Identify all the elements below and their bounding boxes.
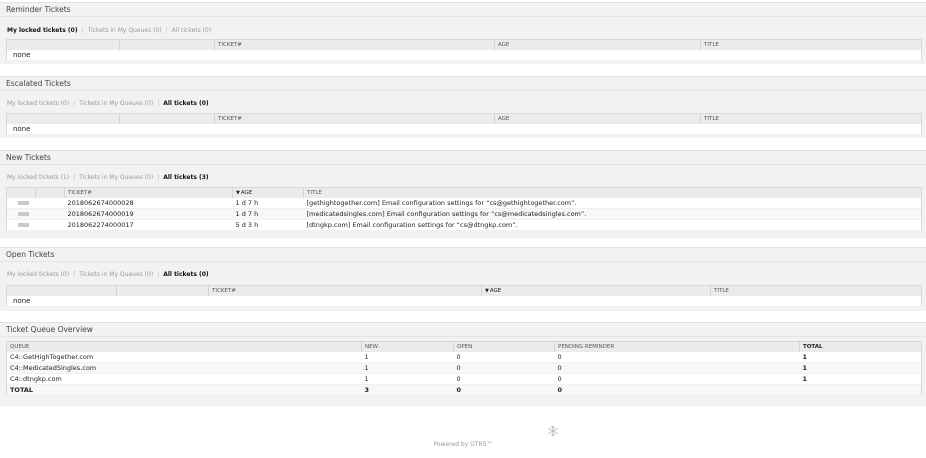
tab-my-locked[interactable]: My locked tickets (0) — [7, 271, 70, 278]
column-header-ticket[interactable]: TICKET# — [65, 188, 233, 198]
table-row — [7, 352, 922, 363]
widget-title[interactable]: Reminder Tickets — [0, 3, 926, 17]
tab-separator: | — [73, 100, 76, 107]
priority-cell — [7, 209, 36, 220]
column-header-age-label: AGE — [489, 287, 502, 294]
column-header-ticket[interactable]: TICKET# — [215, 114, 495, 124]
tab-my-queues[interactable]: Tickets in My Queues (0) — [79, 271, 154, 278]
empty-message: none — [7, 124, 922, 135]
column-header — [117, 286, 209, 296]
column-header-age-label: AGE — [240, 189, 253, 196]
table-row[interactable] — [7, 209, 922, 220]
ticket-title[interactable]: [medicatedsingles.com] Email configuration settings for “cs@medicatedsingles.com”. — [304, 209, 922, 220]
ticket-number[interactable]: 2018062674000019 — [65, 209, 233, 220]
queue-new-count[interactable]: 1 — [362, 363, 454, 374]
ticket-number[interactable]: 2018062274000017 — [65, 220, 233, 231]
column-header-pending-reminder: PENDING REMINDER — [555, 342, 800, 352]
reminder-tickets-widget — [0, 2, 926, 64]
column-header — [7, 40, 120, 50]
table-row — [7, 374, 922, 385]
tab-separator: | — [165, 27, 168, 34]
tab-separator: | — [81, 27, 84, 34]
column-header-open: OPEN — [454, 342, 555, 352]
totals-pending[interactable]: 0 — [555, 385, 800, 396]
ticket-age: 1 d 7 h — [233, 209, 304, 220]
ticket-age: 5 d 3 h — [233, 220, 304, 231]
otrs-snowflake-icon[interactable] — [547, 425, 559, 437]
column-header-ticket[interactable]: TICKET# — [215, 40, 495, 50]
open-tickets-widget — [0, 247, 926, 311]
queue-overview-widget — [0, 322, 926, 406]
ticket-table — [6, 113, 922, 135]
widget-title[interactable]: Open Tickets — [0, 248, 926, 262]
powered-by-link[interactable]: Powered by OTRS™ — [433, 441, 493, 448]
tab-all-tickets[interactable]: All tickets (3) — [163, 174, 209, 181]
queue-open-count[interactable]: 0 — [454, 363, 555, 374]
column-header-age[interactable] — [233, 188, 304, 198]
column-header-title[interactable]: TITLE — [304, 188, 922, 198]
tab-separator: | — [73, 271, 76, 278]
empty-message: none — [7, 296, 922, 307]
ticket-title[interactable]: [gethightogether.com] Email configuration settings for “cs@gethightogether.com”. — [304, 198, 922, 209]
filter-tabs — [7, 98, 209, 109]
column-header-title[interactable]: TITLE — [701, 114, 922, 124]
tab-separator: | — [157, 271, 160, 278]
queue-total-count[interactable]: 1 — [800, 363, 922, 374]
ticket-table — [6, 187, 922, 231]
queue-total-count[interactable]: 1 — [800, 374, 922, 385]
column-header — [120, 114, 215, 124]
ticket-number[interactable]: 2018062674000028 — [65, 198, 233, 209]
queue-link[interactable]: C4::dtngkp.com — [7, 374, 362, 385]
tab-my-locked[interactable]: My locked tickets (0) — [7, 27, 78, 34]
blank-cell — [36, 220, 65, 231]
tab-my-locked[interactable]: My locked tickets (0) — [7, 100, 70, 107]
queue-total-count[interactable]: 1 — [800, 352, 922, 363]
filter-tabs — [7, 269, 209, 280]
escalated-tickets-widget — [0, 76, 926, 138]
column-header-new: NEW — [362, 342, 454, 352]
priority-bar-icon — [18, 212, 29, 216]
column-header-age[interactable]: AGE — [495, 114, 701, 124]
table-row[interactable] — [7, 198, 922, 209]
priority-bar-icon — [18, 201, 29, 205]
queue-table — [6, 341, 922, 396]
sort-down-icon: ▼ — [485, 287, 489, 294]
column-header-total: TOTAL — [800, 342, 922, 352]
ticket-age: 1 d 7 h — [233, 198, 304, 209]
column-header — [120, 40, 215, 50]
column-header-title[interactable]: TITLE — [711, 286, 922, 296]
column-header-age[interactable] — [482, 286, 711, 296]
queue-link[interactable]: C4::MedicatedSingles.com — [7, 363, 362, 374]
tab-all-tickets[interactable]: All tickets (0) — [171, 27, 212, 34]
totals-total — [800, 385, 922, 396]
tab-my-locked[interactable]: My locked tickets (1) — [7, 174, 70, 181]
column-header — [7, 286, 117, 296]
column-header — [7, 114, 120, 124]
column-header-ticket[interactable]: TICKET# — [209, 286, 482, 296]
filter-tabs — [7, 172, 209, 183]
tab-my-queues[interactable]: Tickets in My Queues (0) — [79, 100, 154, 107]
column-header-priority — [7, 188, 36, 198]
blank-cell — [36, 198, 65, 209]
new-tickets-widget — [0, 150, 926, 238]
tab-all-tickets[interactable]: All tickets (0) — [163, 271, 209, 278]
queue-open-count[interactable]: 0 — [454, 352, 555, 363]
queue-open-count[interactable]: 0 — [454, 374, 555, 385]
powered-by-footer — [0, 441, 926, 448]
empty-message: none — [7, 50, 922, 61]
table-row — [7, 363, 922, 374]
filter-tabs — [7, 25, 211, 36]
queue-pending-count[interactable]: 0 — [555, 374, 800, 385]
queue-new-count[interactable]: 1 — [362, 374, 454, 385]
column-header-title[interactable]: TITLE — [701, 40, 922, 50]
totals-open[interactable]: 0 — [454, 385, 555, 396]
queue-new-count[interactable]: 1 — [362, 352, 454, 363]
tab-my-queues[interactable]: Tickets in My Queues (0) — [79, 174, 154, 181]
widget-title[interactable]: New Tickets — [0, 151, 926, 165]
totals-new[interactable]: 3 — [362, 385, 454, 396]
column-header-queue: QUEUE — [7, 342, 362, 352]
ticket-title[interactable]: [dtngkp.com] Email configuration settings for “cs@dtngkp.com”. — [304, 220, 922, 231]
totals-label: TOTAL — [7, 385, 362, 396]
queue-pending-count[interactable]: 0 — [555, 352, 800, 363]
priority-cell — [7, 198, 36, 209]
widget-title[interactable]: Escalated Tickets — [0, 77, 926, 91]
tab-separator: | — [73, 174, 76, 181]
blank-cell — [36, 209, 65, 220]
table-row[interactable] — [7, 220, 922, 231]
priority-cell — [7, 220, 36, 231]
tab-all-tickets[interactable]: All tickets (0) — [163, 100, 209, 107]
queue-link[interactable]: C4::GetHighTogether.com — [7, 352, 362, 363]
queue-pending-count[interactable]: 0 — [555, 363, 800, 374]
tab-my-queues[interactable]: Tickets in My Queues (0) — [87, 27, 162, 34]
column-header-age[interactable]: AGE — [495, 40, 701, 50]
tab-separator: | — [157, 174, 160, 181]
totals-row — [7, 385, 922, 396]
tab-separator: | — [157, 100, 160, 107]
column-header — [36, 188, 65, 198]
sort-down-icon: ▼ — [236, 189, 240, 196]
ticket-table — [6, 285, 922, 307]
priority-bar-icon — [18, 223, 29, 227]
ticket-table — [6, 39, 922, 61]
widget-title[interactable]: Ticket Queue Overview — [0, 323, 926, 337]
